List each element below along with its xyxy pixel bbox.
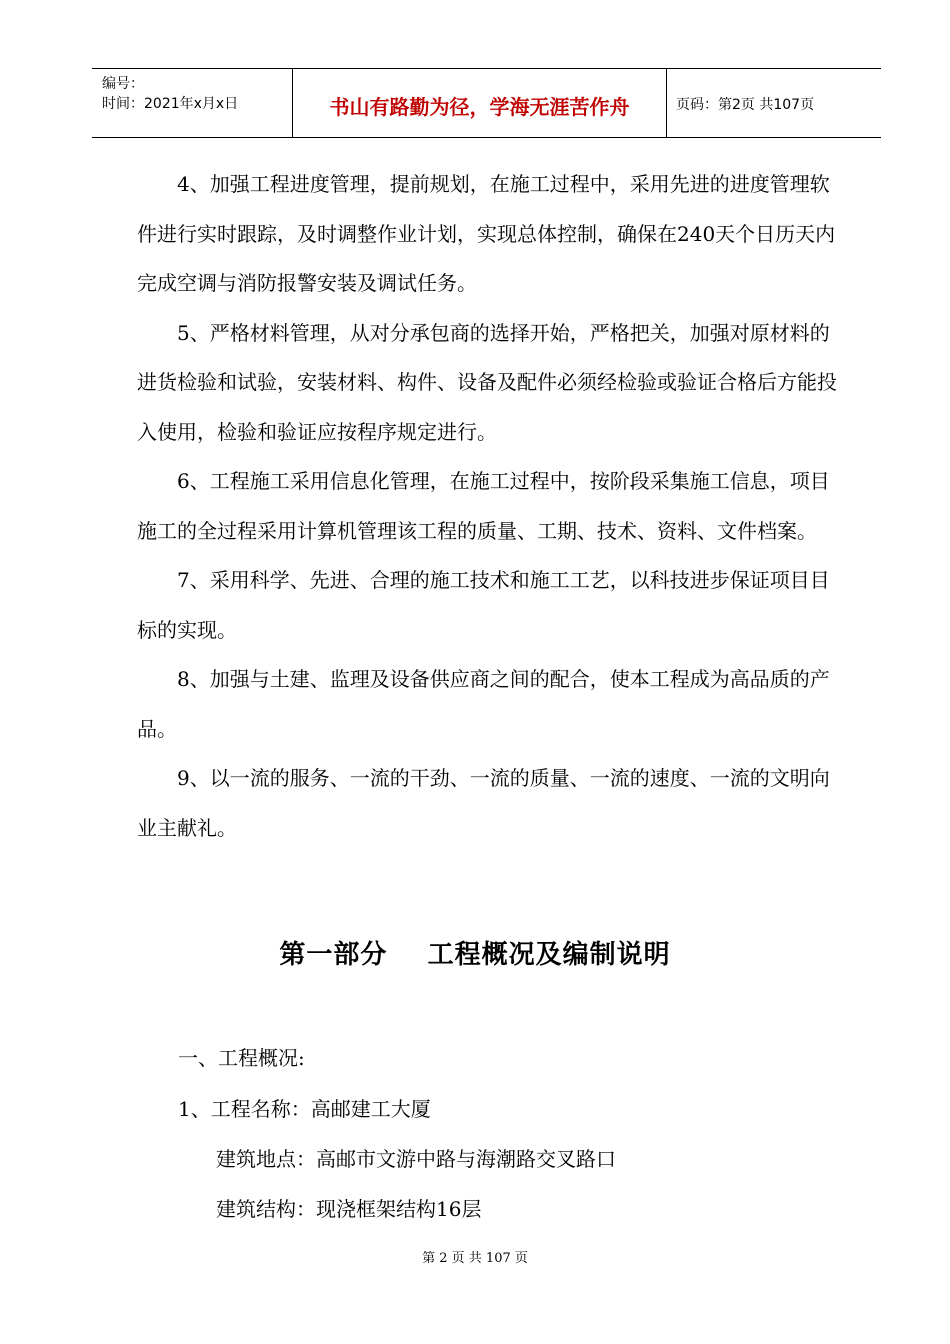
paragraph-6: 6、工程施工采用信息化管理，在施工过程中，按阶段采集施工信息，项目施工的全过程采用计算机管理该工程的质量、工期、技术、资料、文件档案。 [137, 469, 830, 543]
paragraph-5: 5、严格材料管理，从对分承包商的选择开始，严格把关，加强对原材料的进货检验和试验，安装材料、构件、设备及配件必须经检验或验证合格后方能投入使用，检验和验证应按程序规定进行。 [137, 320, 837, 444]
motto: 书山有路勤为径，学海无涯苦作舟 [329, 95, 630, 119]
page-info: 页码：第2页 共107页 [676, 97, 815, 113]
section-title: 第一部分 工程概况及编制说明 [279, 940, 671, 970]
section-subheading: 一、工程概况: [178, 1046, 305, 1070]
paragraph-7: 7、采用科学、先进、合理的施工技术和施工工艺，以科技进步保证项目目标的实现。 [137, 568, 830, 642]
building-structure: 建筑结构：现浇框架结构16层 [216, 1197, 482, 1221]
paragraph-4: 4、加强工程进度管理，提前规划，在施工过程中，采用先进的进度管理软件进行实时跟踪，及时调整作业计划，实现总体控制，确保在240天个日历天内完成空调与消防报警安装及调试任务。 [137, 172, 836, 295]
page-footer: 第 2 页 共 107 页 [422, 1251, 528, 1266]
header-left-cell [92, 69, 292, 137]
body-text [137, 160, 837, 853]
header-motto-cell [292, 69, 667, 137]
project-name: 1、工程名称：高邮建工大厦 [178, 1097, 431, 1121]
number-label: 编号： [102, 76, 144, 92]
paragraph-8: 8、加强与土建、监理及设备供应商之间的配合，使本工程成为高品质的产品。 [137, 667, 830, 741]
building-location: 建筑地点：高邮市文游中路与海潮路交叉路口 [216, 1147, 616, 1171]
page-header [92, 68, 881, 138]
time-label: 时间：2021年x月x日 [102, 96, 239, 112]
header-right-cell [666, 69, 881, 137]
paragraph-9: 9、以一流的服务、一流的干劲、一流的质量、一流的速度、一流的文明向业主献礼。 [137, 766, 830, 840]
